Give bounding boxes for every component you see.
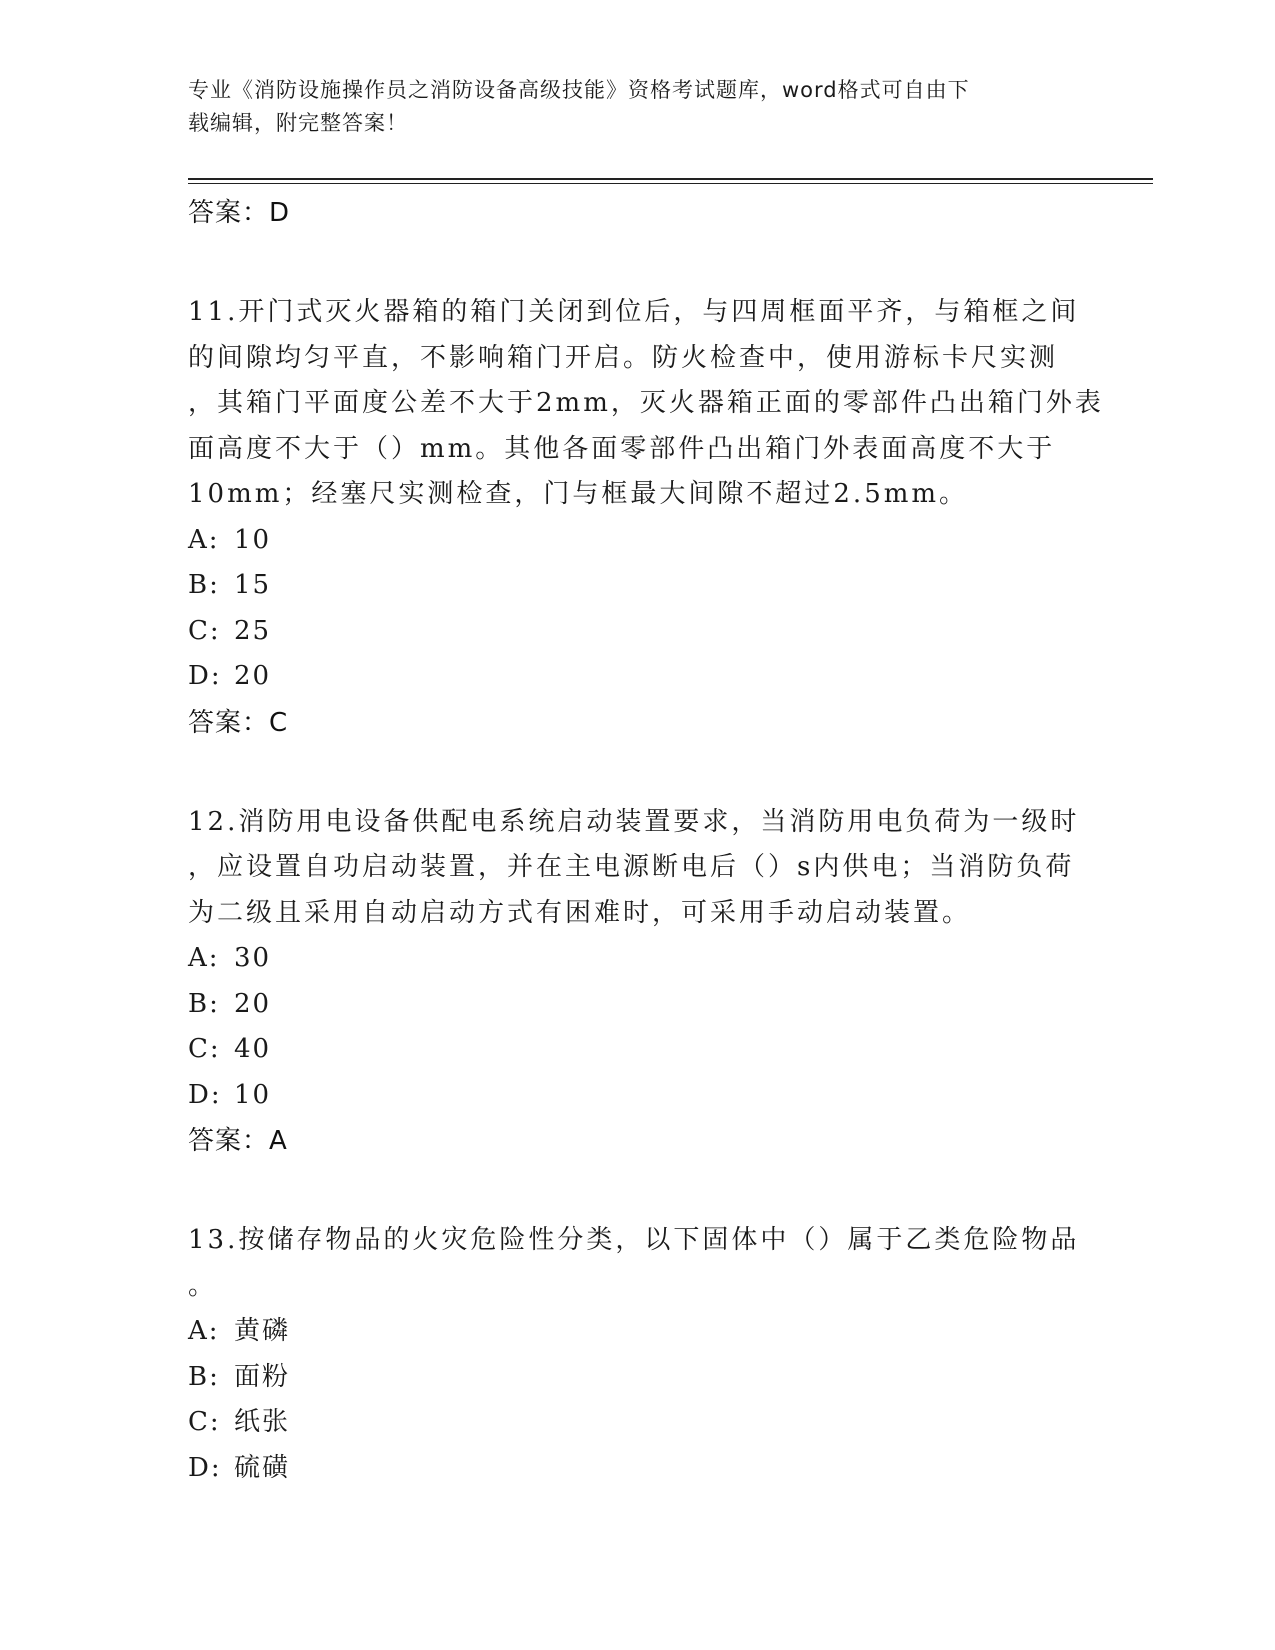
question-text-line: 的间隙均匀平直，不影响箱门开启。防火检查中，使用游标卡尺实测: [188, 342, 1059, 373]
question-12: [188, 800, 1088, 1165]
option-label: D:: [188, 1079, 222, 1110]
option-label: C:: [188, 1034, 221, 1064]
option-c: [188, 1400, 1088, 1446]
option-text: 10: [234, 1079, 272, 1110]
header-rule-thin: [188, 183, 1153, 184]
option-label: B:: [188, 570, 220, 600]
option-text: 20: [234, 661, 272, 691]
option-b: [188, 982, 1088, 1028]
question-text-line: 11.开门式灭火器箱的箱门关闭到位后，与四周框面平齐，与箱框之间: [188, 297, 1080, 327]
header-line-1: 专业《消防设施操作员之消防设备高级技能》资格考试题库，word格式可自由下: [188, 78, 970, 102]
option-d: [188, 1073, 1088, 1119]
option-label: C:: [188, 1407, 221, 1437]
question-text-line: 13.按储存物品的火灾危险性分类，以下固体中（）属于乙类危险物品: [188, 1225, 1080, 1255]
option-c: [188, 1027, 1088, 1073]
question-text-line: 为二级且采用自动启动方式有困难时，可采用手动启动装置。: [188, 897, 972, 928]
option-b: [188, 563, 1088, 609]
option-d: [188, 654, 1088, 700]
option-label: A:: [188, 943, 220, 973]
question-text-line: ，应设置自功启动装置，并在主电源断电后（）s内供电；当消防负荷: [188, 852, 1075, 882]
answer-line: 答案：C: [188, 707, 289, 738]
option-label: D:: [188, 1452, 222, 1483]
option-label: A:: [188, 1316, 220, 1346]
option-text: 10: [234, 524, 272, 555]
option-a: [188, 518, 1088, 564]
option-text: 面粉: [234, 1361, 291, 1392]
option-text: 15: [234, 570, 272, 600]
option-d: [188, 1446, 1088, 1492]
option-label: B:: [188, 988, 220, 1019]
option-label: D:: [188, 661, 222, 691]
option-text: 20: [234, 988, 272, 1019]
option-a: [188, 1309, 1088, 1355]
spacer: [188, 746, 1088, 800]
option-text: 40: [234, 1034, 272, 1064]
option-label: C:: [188, 615, 221, 646]
option-a: [188, 936, 1088, 982]
option-text: 25: [234, 615, 272, 646]
question-text-line: 面高度不大于（）mm。其他各面零部件凸出箱门外表面高度不大于: [188, 433, 1056, 464]
option-b: [188, 1355, 1088, 1401]
option-text: 30: [234, 943, 272, 973]
option-c: [188, 609, 1088, 655]
question-text-line: 。: [188, 1270, 218, 1301]
question-text-line: ，其箱门平面度公差不大于2mm，灭火器箱正面的零部件凸出箱门外表: [188, 388, 1104, 418]
spacer: [188, 236, 1088, 290]
question-11: [188, 290, 1104, 746]
document-content: [188, 190, 1104, 1491]
question-text-line: 10mm；经塞尺实测检查，门与框最大间隙不超过2.5mm。: [188, 479, 969, 509]
answer-line: 答案：D: [188, 198, 291, 228]
option-text: 硫磺: [234, 1452, 291, 1483]
answer-line: 答案：A: [188, 1126, 288, 1156]
option-label: A:: [188, 524, 220, 555]
header-rule-thick: [188, 178, 1153, 180]
option-text: 黄磷: [234, 1316, 291, 1346]
header-line-2: 载编辑，附完整答案！: [188, 111, 408, 135]
document-header: [188, 74, 1068, 140]
question-13: [188, 1218, 1088, 1491]
option-label: B:: [188, 1361, 220, 1392]
question-text-line: 12.消防用电设备供配电系统启动装置要求，当消防用电负荷为一级时: [188, 806, 1080, 837]
spacer: [188, 1164, 1088, 1218]
option-text: 纸张: [234, 1407, 291, 1437]
